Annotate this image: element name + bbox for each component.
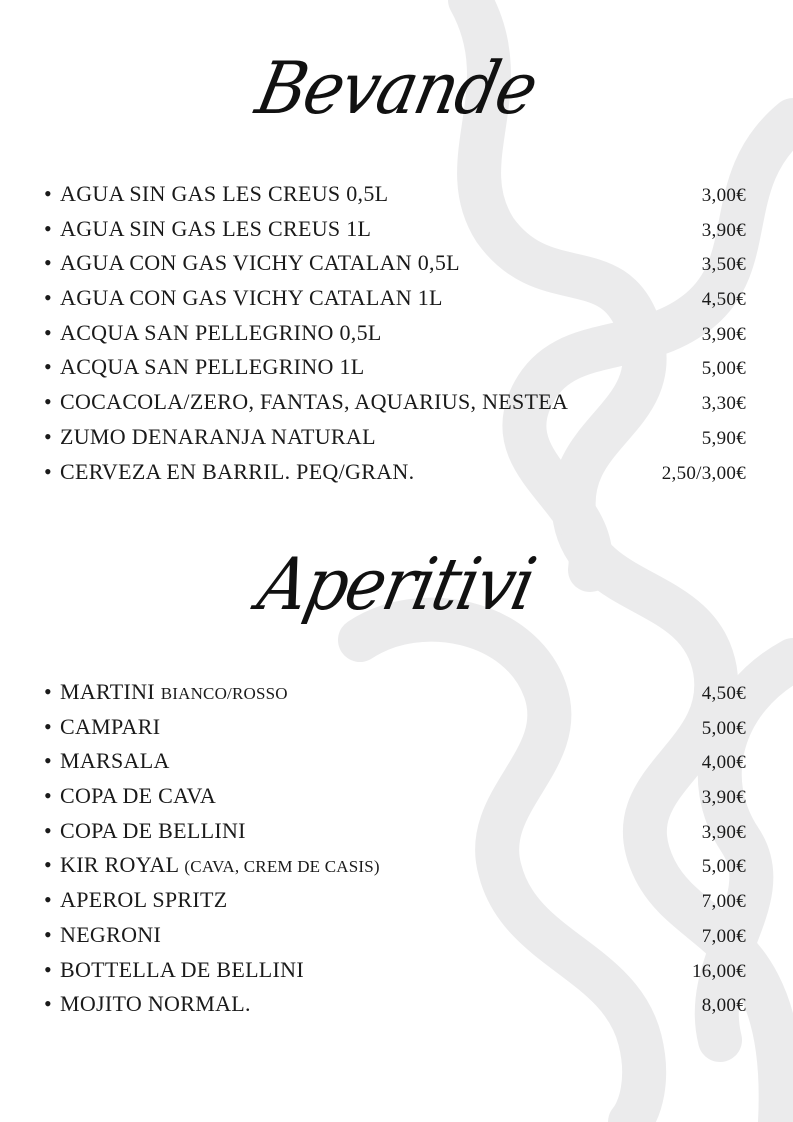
bullet-icon: • bbox=[44, 389, 53, 415]
item-label bbox=[44, 818, 702, 844]
item-label bbox=[44, 285, 702, 311]
item-label bbox=[44, 250, 702, 276]
item-price: 3,90€ bbox=[701, 787, 746, 809]
item-label bbox=[44, 459, 662, 485]
item-price: 5,00€ bbox=[701, 358, 746, 380]
item-label bbox=[44, 181, 702, 207]
item-label bbox=[44, 748, 702, 774]
item-price: 3,90€ bbox=[701, 219, 746, 241]
bullet-icon: • bbox=[44, 679, 53, 704]
bullet-icon: • bbox=[44, 887, 53, 913]
item-price: 3,90€ bbox=[701, 821, 746, 843]
menu-item bbox=[44, 783, 746, 818]
bullet-icon: • bbox=[44, 423, 53, 449]
item-label bbox=[44, 424, 702, 450]
item-name: AGUA CON GAS VICHY CATALAN 1L bbox=[60, 285, 443, 311]
menu-item bbox=[44, 679, 746, 714]
item-note: (CAVA, CREM DE CASIS) bbox=[184, 857, 380, 877]
bullet-icon: • bbox=[44, 181, 53, 206]
menu-item bbox=[44, 818, 746, 853]
item-label bbox=[44, 957, 692, 983]
item-price: 3,50€ bbox=[701, 254, 746, 276]
menu-item bbox=[44, 389, 746, 424]
bullet-icon: • bbox=[44, 783, 53, 809]
menu-item bbox=[44, 320, 746, 355]
menu-item bbox=[44, 285, 746, 320]
bullet-icon: • bbox=[44, 458, 53, 484]
item-name: AGUA SIN GAS LES CREUS 1L bbox=[60, 215, 372, 241]
item-label bbox=[44, 991, 702, 1017]
item-name: BOTTELLA DE BELLINI bbox=[60, 956, 304, 982]
item-name: COCACOLA/ZERO, FANTAS, AQUARIUS, NESTEA bbox=[60, 389, 569, 415]
bullet-icon: • bbox=[44, 991, 53, 1017]
item-price: 16,00€ bbox=[691, 960, 746, 982]
item-name: APEROL SPRITZ bbox=[60, 887, 228, 913]
menu-item bbox=[44, 354, 746, 389]
item-name: ACQUA SAN PELLEGRINO 0,5L bbox=[60, 319, 382, 345]
menu-item bbox=[44, 181, 746, 216]
menu-item bbox=[44, 991, 746, 1026]
item-name: AGUA SIN GAS LES CREUS 0,5L bbox=[60, 181, 389, 206]
bullet-icon: • bbox=[44, 748, 53, 774]
item-label bbox=[44, 922, 702, 948]
bullet-icon: • bbox=[44, 852, 53, 878]
bullet-icon: • bbox=[44, 817, 53, 843]
item-label bbox=[44, 714, 702, 740]
menu-item bbox=[44, 748, 746, 783]
item-name: CAMPARI bbox=[60, 713, 161, 739]
item-price: 7,00€ bbox=[701, 925, 746, 947]
bullet-icon: • bbox=[44, 319, 53, 345]
item-price: 5,00€ bbox=[701, 856, 746, 878]
item-price: 5,00€ bbox=[701, 717, 746, 739]
bullet-icon: • bbox=[44, 215, 53, 241]
menu-item bbox=[44, 216, 746, 251]
bullet-icon: • bbox=[44, 713, 53, 739]
item-label bbox=[44, 887, 702, 913]
menu-item bbox=[44, 887, 746, 922]
item-note: BIANCO/ROSSO bbox=[160, 684, 288, 703]
menu-item bbox=[44, 250, 746, 285]
section-title-bevande: Bevande bbox=[249, 46, 544, 130]
item-name: AGUA CON GAS VICHY CATALAN 0,5L bbox=[60, 250, 460, 276]
item-label bbox=[44, 679, 702, 705]
item-price: 3,00€ bbox=[701, 185, 746, 206]
bullet-icon: • bbox=[44, 250, 53, 276]
item-name: KIR ROYAL bbox=[60, 852, 185, 878]
item-label bbox=[44, 389, 702, 415]
item-name: MARTINI bbox=[60, 679, 161, 704]
item-name: MARSALA bbox=[60, 748, 170, 774]
item-name: CERVEZA EN BARRIL. PEQ/GRAN. bbox=[60, 458, 415, 484]
section-title-aperitivi: Aperitivi bbox=[251, 542, 542, 626]
menu-item bbox=[44, 922, 746, 957]
item-name: MOJITO NORMAL. bbox=[60, 991, 251, 1017]
item-price: 4,50€ bbox=[701, 289, 746, 311]
item-label bbox=[44, 354, 702, 380]
menu-list-aperitivi bbox=[44, 679, 746, 1026]
menu-item bbox=[44, 714, 746, 749]
bullet-icon: • bbox=[44, 921, 53, 947]
item-name: COPA DE CAVA bbox=[60, 783, 217, 809]
item-price: 3,90€ bbox=[701, 323, 746, 345]
item-price: 7,00€ bbox=[701, 891, 746, 913]
menu-item bbox=[44, 424, 746, 459]
item-label bbox=[44, 852, 702, 878]
item-price: 2,50/3,00€ bbox=[661, 462, 746, 484]
item-price: 4,50€ bbox=[701, 683, 746, 704]
menu-list-bevande bbox=[44, 181, 746, 493]
bullet-icon: • bbox=[44, 285, 53, 311]
item-name: NEGRONI bbox=[60, 921, 162, 947]
item-price: 4,00€ bbox=[701, 752, 746, 774]
item-label bbox=[44, 216, 702, 242]
bullet-icon: • bbox=[44, 354, 53, 380]
menu-item bbox=[44, 459, 746, 494]
item-price: 3,30€ bbox=[701, 393, 746, 415]
item-name: ACQUA SAN PELLEGRINO 1L bbox=[60, 354, 365, 380]
item-price: 8,00€ bbox=[701, 995, 746, 1017]
item-label bbox=[44, 783, 702, 809]
menu-item bbox=[44, 852, 746, 887]
item-name: COPA DE BELLINI bbox=[60, 817, 246, 843]
item-label bbox=[44, 320, 702, 346]
bullet-icon: • bbox=[44, 956, 53, 982]
item-name: ZUMO DENARANJA NATURAL bbox=[60, 423, 376, 449]
item-price: 5,90€ bbox=[701, 427, 746, 449]
menu-item bbox=[44, 957, 746, 992]
